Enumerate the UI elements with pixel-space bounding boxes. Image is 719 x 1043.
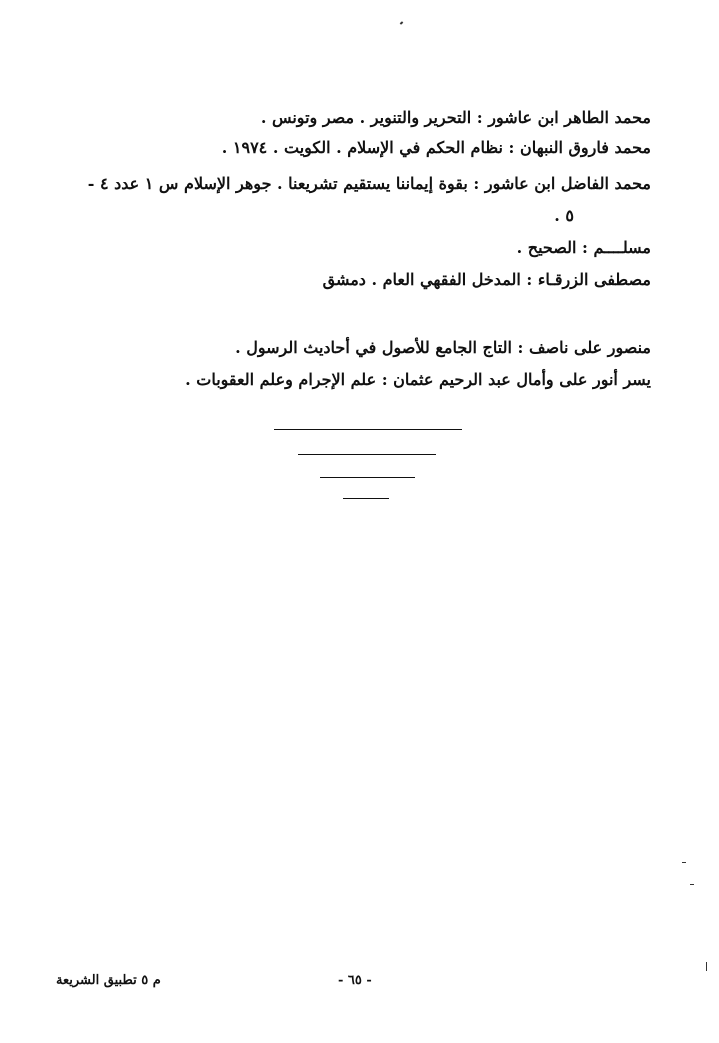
scan-speck	[400, 21, 404, 24]
reference-nasif: منصور على ناصف : التاج الجامع للأصول في أحاديث الرسول .	[235, 338, 651, 357]
closing-rule-1	[274, 429, 462, 430]
reference-yusr-anwar: يسر أنور على وأمال عبد الرحيم عثمان : علم الإجرام وعلم العقوبات .	[185, 370, 651, 389]
closing-rule-3	[320, 477, 415, 478]
reference-continuation: ٥ .	[554, 206, 574, 225]
printer-signature: م ٥ تطبيق الشريعة	[56, 973, 161, 988]
reference-fadel-ibn-ashur: محمد الفاضل ابن عاشور : بقوة إيماننا يستقيم تشريعنا . جوهر الإسلام س ١ عدد ٤ -	[87, 174, 651, 193]
scan-speck	[682, 862, 686, 863]
reference-muslim-sahih: مسلــــم : الصحيح .	[516, 238, 651, 257]
reference-nabhan: محمد فاروق النبهان : نظام الحكم في الإسلام . الكويت . ١٩٧٤ .	[221, 138, 651, 157]
scan-speck	[706, 962, 707, 971]
scan-speck	[690, 884, 694, 885]
closing-rule-2	[298, 454, 436, 455]
closing-rule-4	[343, 498, 389, 499]
reference-zarqa: مصطفى الزرقـاء : المدخل الفقهي العام . دمشق	[322, 270, 651, 289]
page-number: - ٦٥ -	[338, 973, 372, 988]
reference-ibn-ashur-tahrir: محمد الطاهر ابن عاشور : التحرير والتنوير . مصر وتونس .	[260, 108, 651, 127]
